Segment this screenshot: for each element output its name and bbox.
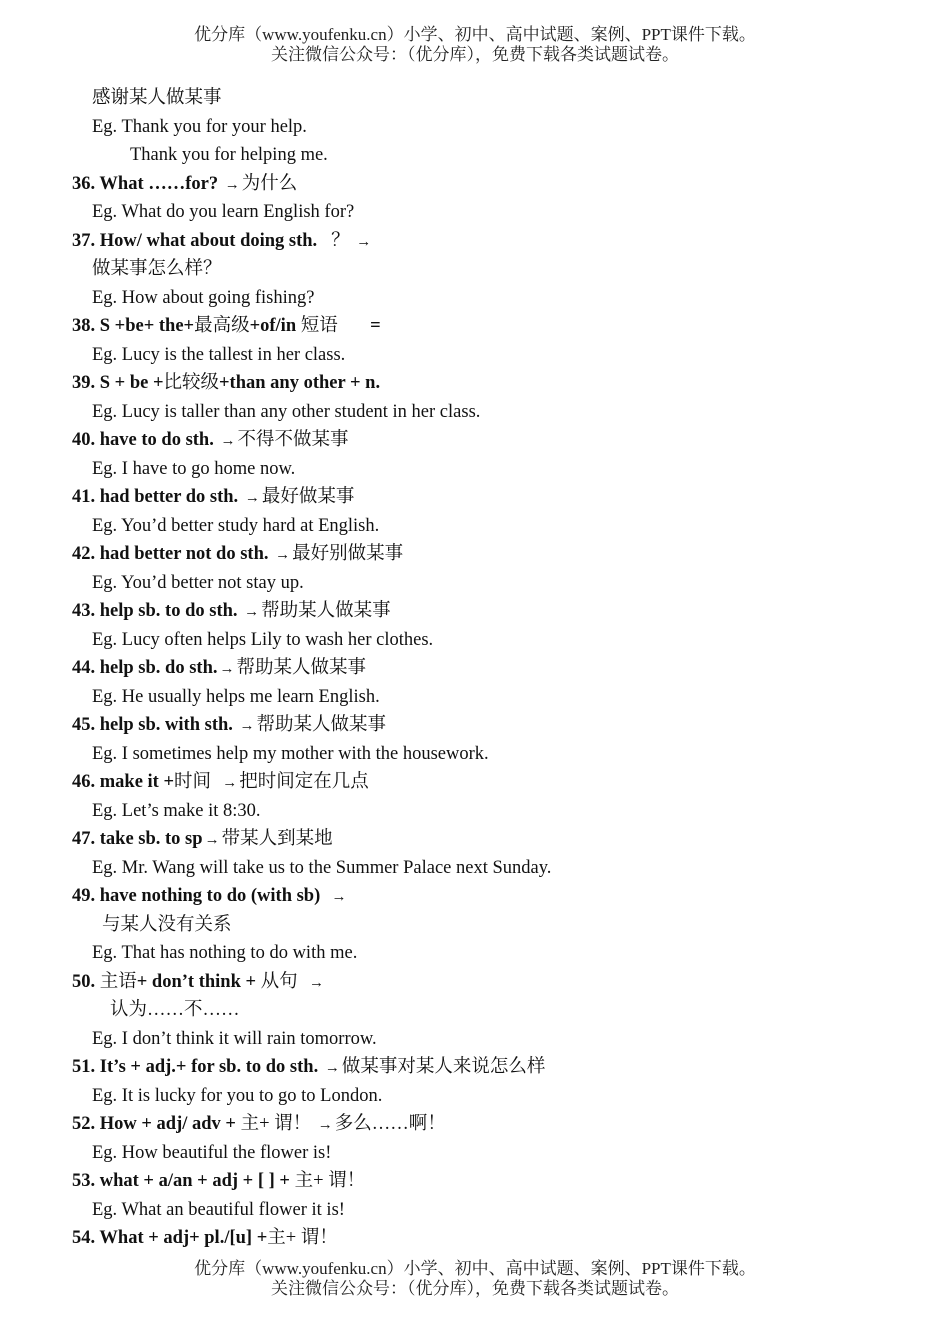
arrow-icon: → (224, 176, 240, 193)
item-50-heading (72, 968, 892, 997)
item-41-example: Eg. You’d better study hard at English. (92, 515, 380, 536)
item-51-meaning: 做某事对某人来说怎么样 (341, 1057, 546, 1077)
intro-example-1: Eg. Thank you for your help. (92, 116, 307, 137)
item-43-heading (72, 597, 892, 626)
arrow-icon: → (324, 1060, 340, 1076)
item-43-pattern: 43. help sb. to do sth. (72, 601, 238, 621)
item-38-heading (72, 312, 892, 341)
item-47-example: Eg. Mr. Wang will take us to the Summer Palace next Sunday. (92, 857, 552, 878)
item-53-heading (72, 1167, 892, 1196)
item-46-time: 时间 (174, 772, 212, 792)
item-50-pattern: + don’t think + (136, 971, 257, 992)
item-37-mark: ？ (331, 230, 350, 251)
arrow-icon: → (317, 1117, 333, 1133)
item-52-example: Eg. How beautiful the flower is! (92, 1142, 332, 1163)
item-40-example: Eg. I have to go home now. (92, 458, 296, 479)
page-header (0, 25, 950, 65)
arrow-icon: → (331, 889, 347, 905)
item-52-rest: 主+ 谓！ (235, 1114, 312, 1134)
item-50-clause: 从句 (256, 971, 298, 992)
item-36-meaning: 为什么 (241, 173, 298, 194)
item-36-pattern: 36. What ……for? (72, 173, 219, 194)
item-41-meaning: 最好做某事 (261, 487, 355, 507)
item-50-number: 50. (72, 971, 96, 992)
header-line-1: 优分库（www.youfenku.cn）小学、初中、高中试题、案例、PPT课件下载。 (194, 25, 756, 44)
item-51-pattern: 51. It’s + adj.+ for sb. to do sth. (72, 1057, 319, 1077)
item-52-meaning: 多么……啊！ (334, 1114, 446, 1134)
item-46-pattern: 46. make it + (72, 772, 175, 792)
item-46-example: Eg. Let’s make it 8:30. (92, 800, 261, 821)
item-47-heading (72, 825, 892, 854)
arrow-icon: → (222, 775, 238, 791)
item-42-pattern: 42. had better not do sth. (72, 544, 269, 564)
item-46-heading (72, 768, 892, 797)
item-37-heading (72, 227, 892, 256)
item-51-heading (72, 1053, 892, 1082)
item-44-pattern: 44. help sb. do sth. (72, 658, 218, 678)
item-41-heading (72, 483, 892, 512)
item-40-heading (72, 426, 892, 455)
item-38-phrase: 短语 (296, 316, 338, 336)
item-38-pattern-b: +of/in (249, 316, 297, 336)
item-52-pattern: 52. How + adj/ adv + (72, 1114, 236, 1134)
item-43-example: Eg. Lucy often helps Lily to wash her clothes. (92, 629, 434, 650)
item-36-heading (72, 170, 892, 199)
item-44-example: Eg. He usually helps me learn English. (92, 686, 380, 707)
item-42-heading (72, 540, 892, 569)
item-38-equals: = (370, 316, 381, 336)
item-50-example: Eg. I don’t think it will rain tomorrow. (92, 1028, 377, 1049)
document-body (72, 84, 892, 1253)
footer-line-2: 关注微信公众号：（优分库），免费下载各类试题试卷。 (271, 1279, 679, 1298)
item-38-pattern-a: 38. S +be+ the+ (72, 316, 195, 336)
item-45-meaning: 帮助某人做某事 (256, 715, 387, 735)
item-44-heading (72, 654, 892, 683)
item-45-heading (72, 711, 892, 740)
intro-meaning: 感谢某人做某事 (92, 88, 222, 108)
item-37-pattern: 37. How/ what about doing sth. (72, 230, 318, 251)
arrow-icon: → (204, 832, 220, 848)
item-46-meaning: 把时间定在几点 (239, 772, 369, 792)
item-39-comparative: 比较级 (163, 373, 220, 393)
item-37-meaning: 做某事怎么样？ (92, 259, 222, 279)
arrow-icon: → (219, 661, 235, 677)
item-49-example: Eg. That has nothing to do with me. (92, 943, 358, 963)
item-42-example: Eg. You’d better not stay up. (92, 572, 304, 593)
item-54-pattern: 54. What + adj+ pl./[u] + (72, 1228, 268, 1248)
item-53-pattern: 53. what + a/an + adj + [ ] + (72, 1171, 290, 1191)
item-54-rest: 主+ 谓！ (267, 1228, 338, 1248)
page-footer (0, 1259, 950, 1299)
footer-line-1: 优分库（www.youfenku.cn）小学、初中、高中试题、案例、PPT课件下载。 (194, 1259, 756, 1278)
arrow-icon: → (275, 547, 291, 563)
item-54-heading (72, 1224, 892, 1253)
item-40-meaning: 不得不做某事 (237, 430, 349, 450)
item-40-pattern: 40. have to do sth. (72, 430, 214, 450)
item-39-pattern-a: 39. S + be + (72, 373, 164, 393)
item-45-example: Eg. I sometimes help my mother with the housework. (92, 743, 489, 764)
item-38-example: Eg. Lucy is the tallest in her class. (92, 344, 346, 365)
arrow-icon: → (220, 433, 236, 449)
item-43-meaning: 帮助某人做某事 (261, 601, 391, 621)
item-51-example: Eg. It is lucky for you to go to London. (92, 1085, 383, 1106)
item-39-example: Eg. Lucy is taller than any other student in her class. (92, 401, 481, 422)
item-41-pattern: 41. had better do sth. (72, 487, 239, 507)
item-53-rest: 主+ 谓！ (289, 1171, 366, 1191)
item-49-pattern: 49. have nothing to do (with sb) (72, 886, 321, 906)
item-42-meaning: 最好别做某事 (292, 544, 404, 564)
arrow-icon: → (356, 233, 372, 250)
arrow-icon: → (239, 718, 255, 734)
item-39-pattern-b: +than any other + n. (219, 373, 381, 393)
item-49-meaning: 与某人没有关系 (102, 914, 232, 935)
item-37-example: Eg. How about going fishing? (92, 287, 315, 308)
item-39-heading (72, 369, 892, 398)
arrow-icon: → (244, 490, 260, 506)
item-49-heading (72, 882, 892, 911)
item-52-heading (72, 1110, 892, 1139)
item-38-superlative: 最高级 (194, 316, 250, 336)
item-47-meaning: 带某人到某地 (221, 829, 333, 849)
item-36-example: Eg. What do you learn English for? (92, 202, 355, 222)
item-53-example: Eg. What an beautiful flower it is! (92, 1199, 345, 1220)
arrow-icon: → (308, 974, 324, 991)
header-line-2: 关注微信公众号：（优分库），免费下载各类试题试卷。 (271, 45, 679, 64)
intro-example-2: Thank you for helping me. (130, 145, 328, 165)
item-45-pattern: 45. help sb. with sth. (72, 715, 233, 735)
arrow-icon: → (244, 604, 260, 620)
item-50-subject: 主语 (95, 971, 137, 992)
item-47-pattern: 47. take sb. to sp (72, 829, 203, 849)
item-44-meaning: 帮助某人做某事 (236, 658, 366, 678)
item-50-meaning: 认为……不…… (110, 1000, 240, 1020)
